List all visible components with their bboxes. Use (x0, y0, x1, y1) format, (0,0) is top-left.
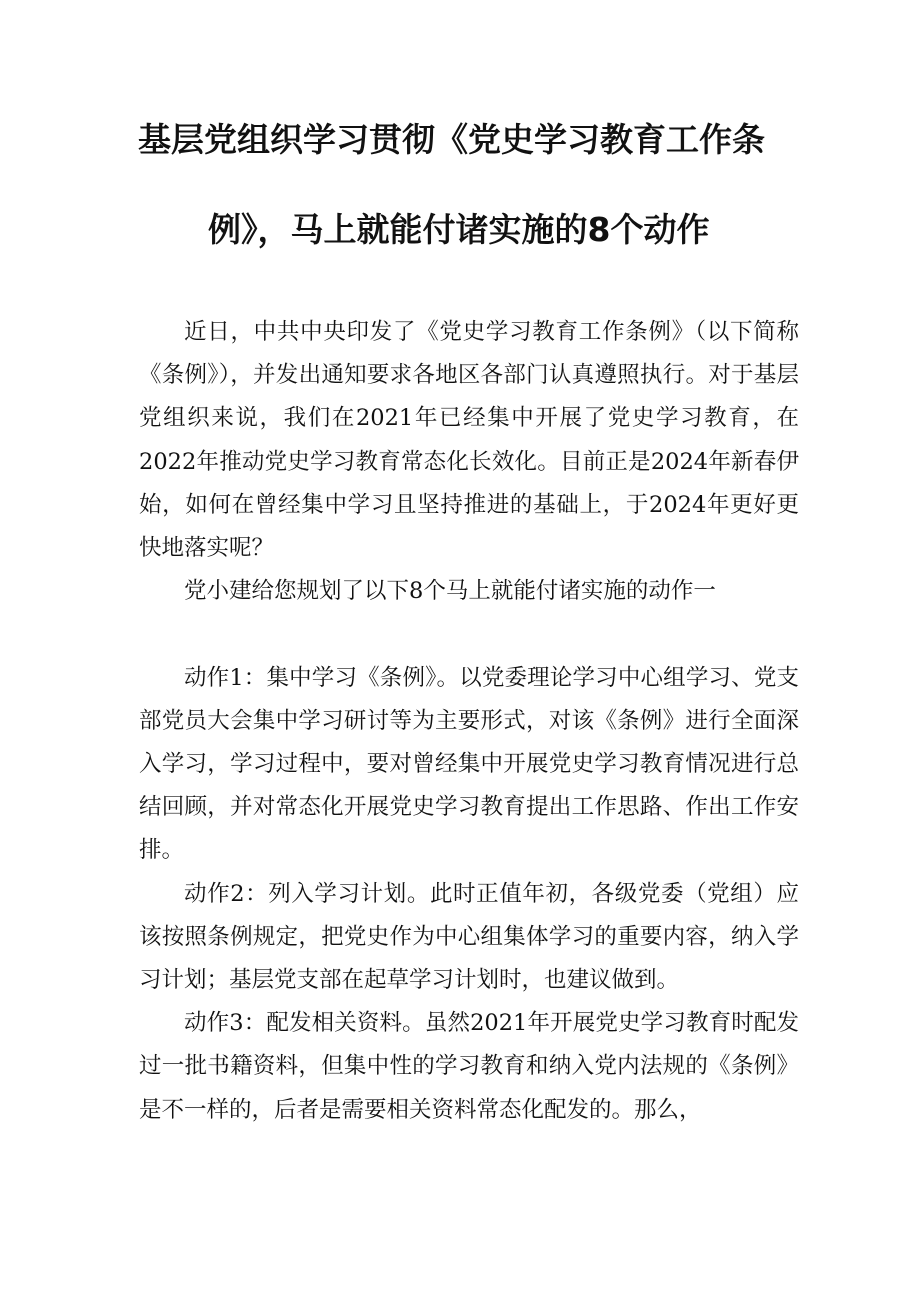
paragraph-lead-in: 党小建给您规划了以下8个马上就能付诸实施的动作一 (184, 578, 716, 605)
paragraph-action-2: 动作2：列入学习计划。此时正值年初，各级党委（党组）应该按照条例规定，把党史作为中心组集体学习的重要内容，纳入学习计划；基层党支部在起草学习计划时，也建议做到。 (139, 880, 799, 994)
document-title-line-1: 基层党组织学习贯彻《党史学习教育工作条 (138, 120, 765, 159)
document-body (139, 311, 799, 1132)
document-title-line-2: 例》，马上就能付诸实施的8个动作 (208, 210, 710, 249)
paragraph-action-1: 动作1：集中学习《条例》。以党委理论学习中心组学习、党支部党员大会集中学习研讨等为主要形式，对该《条例》进行全面深入学习，学习过程中，要对曾经集中开展党史学习教育情况进行总结回顾，并对常态化开展党史学习教育提出工作思路、作出工作安排。 (139, 664, 799, 864)
paragraph-intro: 近日，中共中央印发了《党史学习教育工作条例》（以下简称《条例》），并发出通知要求各地区各部门认真遵照执行。对于基层党组织来说，我们在2021年已经集中开展了党史学习教育，在2022年推动党史学习教育常态化长效化。目前正是2024年新春伊始，如何在曾经集中学习且坚持推进的基础上，于2024年更好更快地落实呢？ (139, 319, 799, 562)
paragraph-action-3: 动作3：配发相关资料。虽然2021年开展党史学习教育时配发过一批书籍资料，但集中性的学习教育和纳入党内法规的《条例》是不一样的，后者是需要相关资料常态化配发的。那么， (139, 1010, 799, 1123)
